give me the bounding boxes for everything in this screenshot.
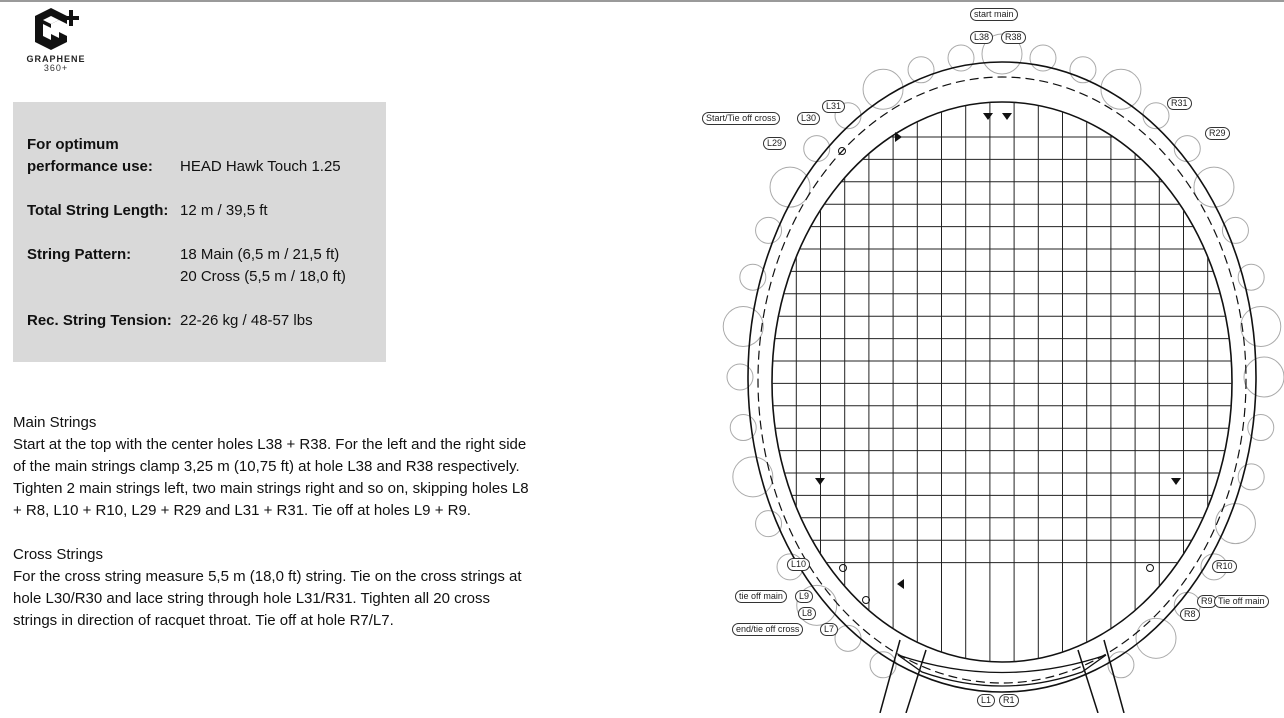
grommet-circle	[1143, 103, 1169, 129]
grommet-circle	[804, 136, 830, 162]
down-arrow-right-main	[1002, 113, 1012, 120]
spec-value-2: 20 Cross (5,5 m / 18,0 ft)	[180, 268, 346, 285]
label-r1: R1	[999, 694, 1019, 707]
grommet-circle	[727, 364, 753, 390]
grommet-circle	[1030, 45, 1056, 71]
main-strings-title: Main Strings	[13, 414, 97, 431]
label-tie-off-main-left: tie off main	[735, 590, 787, 603]
label-r31: R31	[1167, 97, 1192, 110]
frame-outer	[748, 62, 1256, 692]
spec-value: 22-26 kg / 48-57 lbs	[180, 312, 313, 329]
label-l29: L29	[763, 137, 786, 150]
spec-label: String Pattern:	[27, 246, 132, 263]
grommet-circle	[1194, 167, 1234, 207]
grommet-circle	[1215, 504, 1255, 544]
label-l10: L10	[787, 558, 810, 571]
label-r38: R38	[1001, 31, 1026, 44]
spec-label: For optimum performance use:	[27, 136, 153, 175]
string-spec-box	[13, 102, 386, 362]
label-r9: R9	[1197, 595, 1217, 608]
grommet-circle	[1238, 464, 1264, 490]
label-l8: L8	[798, 607, 816, 620]
racquet-bridge	[898, 655, 1106, 686]
grommet-circle	[835, 625, 861, 651]
spec-value: HEAD Hawk Touch 1.25	[180, 158, 341, 175]
grommet-circle	[1136, 618, 1176, 658]
label-l30: L30	[797, 112, 820, 125]
label-start-main: start main	[970, 8, 1018, 21]
label-tie-off-main-right: Tie off main	[1214, 595, 1269, 608]
stringing-diagram	[690, 0, 1284, 718]
grommet-circle	[1241, 306, 1281, 346]
frame-inner	[772, 102, 1232, 662]
grommet-circle	[1244, 357, 1284, 397]
graphene-logo	[22, 6, 90, 73]
direction-markers	[815, 113, 1181, 604]
left-arrow-cross-end	[897, 579, 904, 589]
label-l38: L38	[970, 31, 993, 44]
string-bed	[750, 60, 1260, 680]
grommet-circle	[1101, 69, 1141, 109]
cross-strings-section	[13, 544, 533, 632]
grommet-circle	[770, 167, 810, 207]
grommet-circle	[723, 306, 763, 346]
spec-label: Rec. String Tension:	[27, 312, 172, 329]
label-start-tie-cross: Start/Tie off cross	[702, 112, 780, 125]
brand-name: GRAPHENE	[26, 54, 86, 64]
cross-strings-body: For the cross string measure 5,5 m (18,0 ft) string. Tie on the cross strings at hole L30/R30 and lace string through hole L31/R31. Tighten all 20 cross strings in direction of racquet throat. Tie off at hole R7/L7.	[13, 568, 522, 629]
cross-strings-title: Cross Strings	[13, 546, 104, 563]
hole-marker	[840, 565, 847, 572]
down-arrow-left-main	[983, 113, 993, 120]
grommet-circle	[948, 45, 974, 71]
label-r8: R8	[1180, 608, 1200, 621]
grommet-circle	[740, 264, 766, 290]
down-arrow-left-side	[815, 478, 825, 485]
label-l31: L31	[822, 100, 845, 113]
right-arrow-cross-start	[895, 132, 902, 142]
main-strings-section	[13, 412, 533, 522]
label-l1: L1	[977, 694, 995, 707]
hole-marker	[1147, 565, 1154, 572]
grommet-circle	[863, 69, 903, 109]
spec-value: 12 m / 39,5 ft	[180, 202, 268, 219]
main-strings-body: Start at the top with the center holes L38 + R38. For the left and the right side of the main strings clamp 3,25 m (10,75 ft) at hole L38 and R38 respectively. Tighten 2 main strings left, two main strings right and so on, skipping holes L8 + R8, L10 + R10, L29 + R29 and L31 + R31. Tie off at holes L9 + R9.	[13, 436, 529, 519]
label-r29: R29	[1205, 127, 1230, 140]
grommet-circle	[1238, 264, 1264, 290]
label-r10: R10	[1212, 560, 1237, 573]
graphene-logo-icon	[31, 6, 81, 50]
spec-value: 18 Main (6,5 m / 21,5 ft)	[180, 246, 340, 263]
label-l9: L9	[795, 590, 813, 603]
spec-label: Total String Length:	[27, 202, 169, 219]
down-arrow-right-side	[1171, 478, 1181, 485]
grommet-circles	[723, 34, 1284, 678]
label-l7: L7	[820, 623, 838, 636]
label-end-tie-cross: end/tie off cross	[732, 623, 803, 636]
racquet-diagram	[690, 0, 1284, 713]
grommet-circle	[1174, 136, 1200, 162]
brand-sub: 360+	[43, 63, 69, 73]
